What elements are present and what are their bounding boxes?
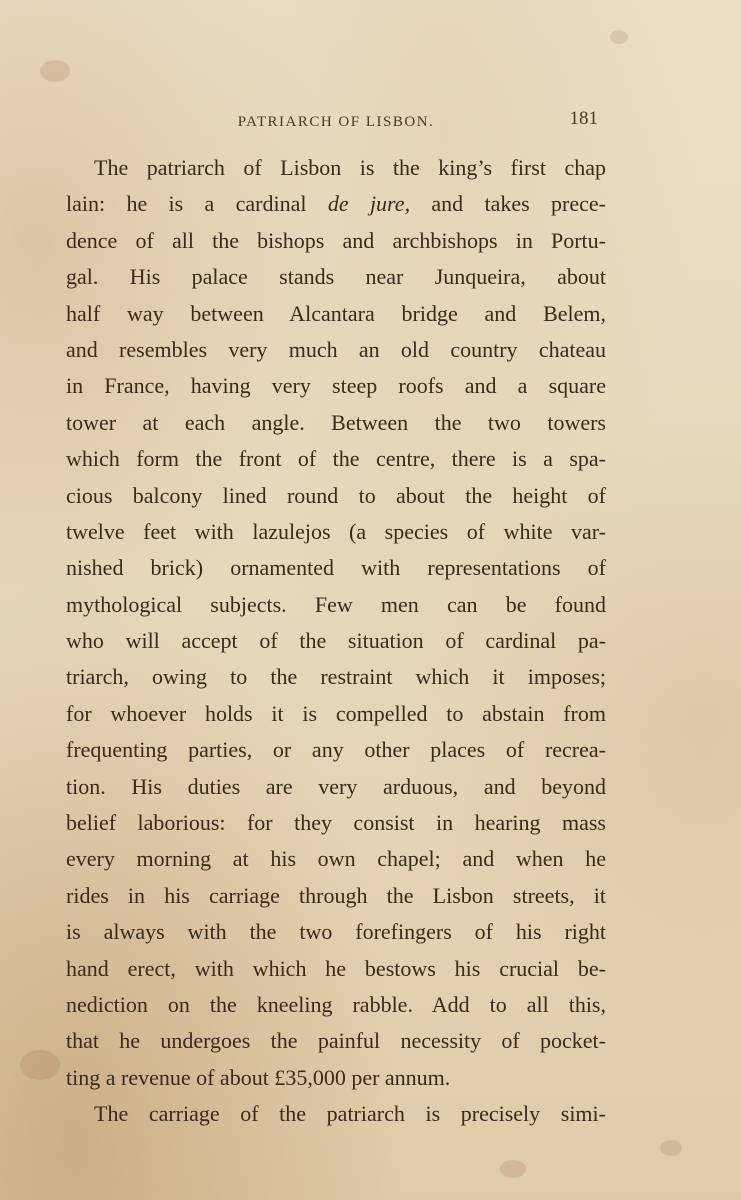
text-line: ting a revenue of about £35,000 per annum. (66, 1064, 451, 1090)
text-line: who will accept of the situation of cardinal pa- (66, 628, 606, 654)
text-line: half way between Alcantara bridge and Belem, (66, 300, 606, 326)
text-line: twelve feet with lazulejos (a species of white var- (66, 518, 606, 544)
text-line: tion. His duties are very arduous, and beyond (66, 773, 606, 799)
text-line: is always with the two forefingers of his right (66, 919, 606, 945)
foxing-stain (40, 60, 70, 82)
text-line: rides in his carriage through the Lisbon streets, it (66, 882, 606, 908)
text-line: dence of all the bishops and archbishops in Portu- (66, 227, 606, 253)
text-line: which form the front of the centre, there is a spa- (66, 446, 606, 472)
text-line: in France, having very steep roofs and a square (66, 373, 606, 399)
text-line: mythological subjects. Few men can be found (66, 591, 606, 617)
page-number: 181 (569, 108, 598, 129)
text-line: lain: he is a cardinal de jure, and takes prece- (66, 191, 606, 217)
text-line: gal. His palace stands near Junqueira, about (66, 264, 606, 290)
text-line: nediction on the kneeling rabble. Add to all this, (66, 991, 606, 1017)
running-title: PATRIARCH OF LISBON. (237, 114, 435, 130)
body-text (66, 150, 606, 1133)
foxing-stain (610, 30, 628, 44)
foxing-stain (20, 1050, 60, 1080)
text-line: and resembles very much an old country chateau (66, 336, 606, 362)
text-line: for whoever holds it is compelled to abstain from (66, 700, 606, 726)
text-line: nished brick) ornamented with representations of (66, 555, 606, 581)
text-line: triarch, owing to the restraint which it imposes; (66, 664, 606, 690)
text-line: that he undergoes the painful necessity of pocket- (66, 1028, 606, 1054)
text-line: hand erect, with which he bestows his crucial be- (66, 955, 606, 981)
foxing-stain (660, 1140, 682, 1156)
foxing-stain (500, 1160, 526, 1178)
text-line: frequenting parties, or any other places of recrea- (66, 737, 606, 763)
text-line: The carriage of the patriarch is precisely simi- (94, 1101, 606, 1127)
text-line: every morning at his own chapel; and when he (66, 846, 606, 872)
text-line: cious balcony lined round to about the height of (66, 482, 606, 508)
page-header (66, 108, 606, 138)
text-line: belief laborious: for they consist in hearing mass (66, 810, 606, 836)
text-line: tower at each angle. Between the two towers (66, 409, 606, 435)
italic-phrase: de jure, (327, 191, 411, 217)
text-line: The patriarch of Lisbon is the king’s first chap (94, 155, 606, 180)
